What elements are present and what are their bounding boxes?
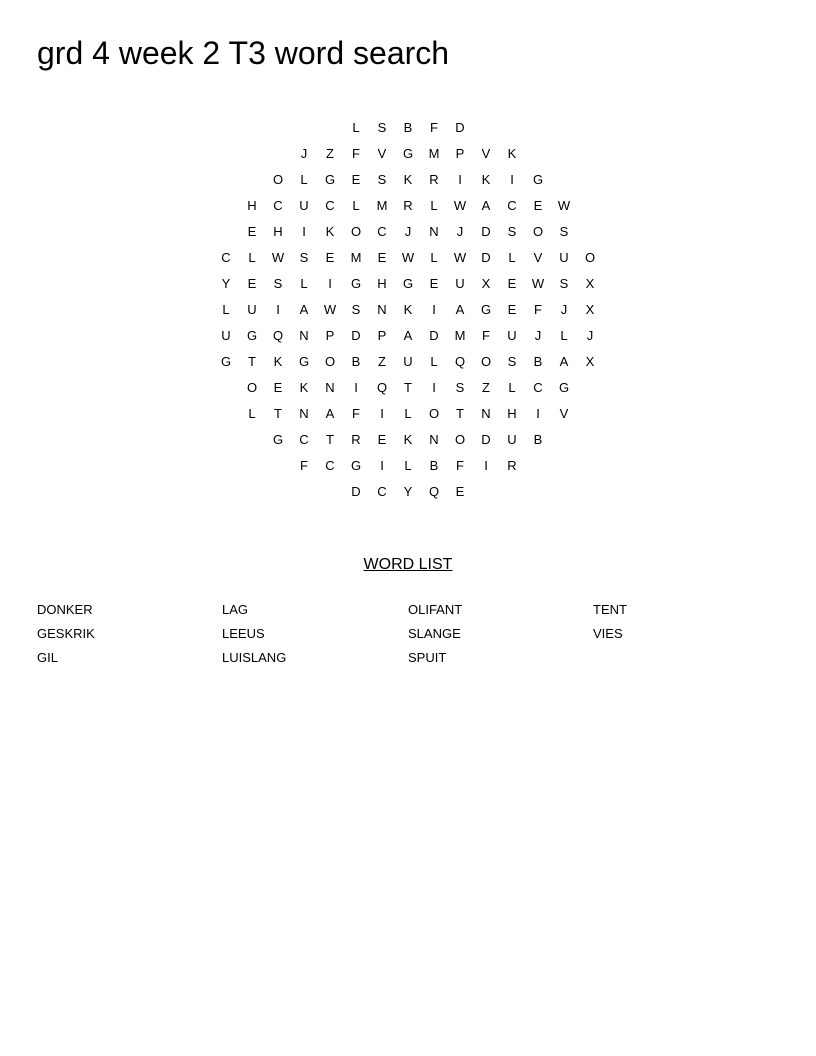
grid-letter: D <box>481 432 491 447</box>
grid-letter: G <box>350 276 362 291</box>
grid-letter: Q <box>454 354 466 369</box>
grid-letter: O <box>532 224 544 239</box>
grid-letter: L <box>300 276 308 291</box>
grid-letter: S <box>559 276 569 291</box>
grid-letter: N <box>299 328 309 343</box>
grid-letter: L <box>508 380 516 395</box>
grid-letter: A <box>325 406 335 421</box>
grid-letter: T <box>248 354 256 369</box>
grid-letter: R <box>403 198 413 213</box>
grid-letter: S <box>273 276 283 291</box>
grid-letter: U <box>299 198 309 213</box>
word-list-column <box>37 600 217 672</box>
grid-letter: H <box>247 198 257 213</box>
grid-letter: T <box>404 380 412 395</box>
grid-letter: A <box>299 302 309 317</box>
grid-letter: A <box>481 198 491 213</box>
grid-letter: K <box>481 172 491 187</box>
word-list-column <box>222 600 402 672</box>
grid-letter: G <box>558 380 570 395</box>
grid-letter: H <box>273 224 283 239</box>
grid-letter: K <box>299 380 309 395</box>
grid-letter: C <box>325 458 335 473</box>
grid-letter: C <box>325 198 335 213</box>
grid-letter: B <box>403 120 413 135</box>
grid-letter: T <box>274 406 282 421</box>
grid-letter: W <box>557 198 571 213</box>
grid-letter: O <box>454 432 466 447</box>
word-list-item: LUISLANG <box>222 650 287 665</box>
grid-letter: I <box>354 380 358 395</box>
grid-letter: W <box>401 250 415 265</box>
grid-letter: W <box>453 198 467 213</box>
grid-letter: L <box>352 198 360 213</box>
grid-letter: I <box>536 406 540 421</box>
grid-letter: V <box>481 146 491 161</box>
grid-letter: E <box>377 250 387 265</box>
grid-letter: T <box>456 406 464 421</box>
grid-letter: W <box>271 250 285 265</box>
grid-letter: U <box>221 328 231 343</box>
word-list-item: OLIFANT <box>408 602 463 617</box>
grid-letter: U <box>507 432 517 447</box>
grid-letter: J <box>534 328 542 343</box>
grid-letter: Y <box>403 484 413 499</box>
word-list-item: LEEUS <box>222 626 265 641</box>
grid-letter: S <box>507 354 517 369</box>
grid-letter: G <box>324 172 336 187</box>
grid-letter: V <box>377 146 387 161</box>
grid-letter: I <box>432 380 436 395</box>
grid-letter: L <box>430 354 438 369</box>
grid-letter: C <box>507 198 517 213</box>
grid-letter: Z <box>326 146 334 161</box>
grid-letter: L <box>404 458 412 473</box>
grid-letter: O <box>246 380 258 395</box>
grid-letter: P <box>455 146 465 161</box>
grid-letter: C <box>299 432 309 447</box>
grid-letter: G <box>480 302 492 317</box>
grid-letter: S <box>299 250 309 265</box>
grid-letter: I <box>380 406 384 421</box>
grid-letter: F <box>300 458 308 473</box>
grid-letter: L <box>430 198 438 213</box>
grid-letter: J <box>404 224 412 239</box>
grid-letter: Z <box>482 380 490 395</box>
grid-letter: J <box>560 302 568 317</box>
grid-letter: N <box>377 302 387 317</box>
grid-letter: B <box>533 354 543 369</box>
grid-letter: N <box>481 406 491 421</box>
grid-letter: Q <box>272 328 284 343</box>
grid-letter: R <box>351 432 361 447</box>
grid-letter: D <box>481 250 491 265</box>
grid-letter: X <box>585 354 595 369</box>
grid-letter: P <box>325 328 335 343</box>
grid-letter: I <box>432 302 436 317</box>
grid-letter: H <box>377 276 387 291</box>
grid-letter: B <box>533 432 543 447</box>
grid-letter: L <box>430 250 438 265</box>
grid-letter: W <box>323 302 337 317</box>
grid-letter: I <box>484 458 488 473</box>
grid-letter: G <box>402 276 414 291</box>
grid-letter: L <box>560 328 568 343</box>
grid-letter: K <box>507 146 517 161</box>
grid-letter: X <box>585 276 595 291</box>
grid-letter: U <box>455 276 465 291</box>
grid-letter: C <box>221 250 231 265</box>
grid-letter: Z <box>378 354 386 369</box>
grid-letter: S <box>455 380 465 395</box>
grid-letter: S <box>559 224 569 239</box>
grid-letter: F <box>352 406 360 421</box>
grid-letter: Q <box>376 380 388 395</box>
grid-letter: M <box>428 146 440 161</box>
grid-letter: E <box>325 250 335 265</box>
grid-letter: L <box>300 172 308 187</box>
grid-letter: O <box>428 406 440 421</box>
grid-letter: S <box>377 172 387 187</box>
grid-letter: J <box>586 328 594 343</box>
grid-letter: U <box>559 250 569 265</box>
word-list-item: SLANGE <box>408 626 461 641</box>
word-list-item: LAG <box>222 602 249 617</box>
grid-letter: S <box>377 120 387 135</box>
grid-letter: I <box>302 224 306 239</box>
grid-letter: V <box>533 250 543 265</box>
grid-letter: L <box>248 250 256 265</box>
grid-letter: E <box>247 224 257 239</box>
grid-letter: D <box>351 328 361 343</box>
grid-letter: F <box>456 458 464 473</box>
grid-letter: K <box>403 172 413 187</box>
grid-letter: I <box>380 458 384 473</box>
grid-letter: G <box>246 328 258 343</box>
grid-letter: E <box>429 276 439 291</box>
grid-letter: L <box>352 120 360 135</box>
grid-letter: C <box>377 224 387 239</box>
grid-letter: K <box>273 354 283 369</box>
grid-letter: I <box>328 276 332 291</box>
grid-letter: N <box>429 224 439 239</box>
grid-letter: K <box>403 302 413 317</box>
word-list-item: VIES <box>593 626 623 641</box>
grid-letter: X <box>481 276 491 291</box>
grid-letter: M <box>350 250 362 265</box>
grid-letter: U <box>403 354 413 369</box>
grid-letter: F <box>534 302 542 317</box>
grid-letter: I <box>276 302 280 317</box>
grid-letter: Q <box>428 484 440 499</box>
grid-letter: L <box>222 302 230 317</box>
grid-letter: B <box>351 354 361 369</box>
grid-letter: C <box>533 380 543 395</box>
grid-letter: C <box>377 484 387 499</box>
grid-letter: E <box>455 484 465 499</box>
grid-letter: A <box>455 302 465 317</box>
grid-letter: O <box>324 354 336 369</box>
grid-letter: G <box>402 146 414 161</box>
grid-letter: N <box>299 406 309 421</box>
grid-letter: G <box>272 432 284 447</box>
grid-letter: K <box>325 224 335 239</box>
grid-letter: T <box>326 432 334 447</box>
grid-letter: A <box>403 328 413 343</box>
word-list-heading: WORD LIST <box>363 556 453 573</box>
grid-letter: N <box>429 432 439 447</box>
grid-letter: D <box>351 484 361 499</box>
grid-letter: E <box>533 198 543 213</box>
grid-letter: P <box>377 328 387 343</box>
grid-letter: N <box>325 380 335 395</box>
grid-letter: I <box>458 172 462 187</box>
grid-letter: J <box>456 224 464 239</box>
grid-letter: I <box>510 172 514 187</box>
grid-letter: E <box>273 380 283 395</box>
grid-letter: X <box>585 302 595 317</box>
word-list-column <box>408 600 588 672</box>
grid-letter: R <box>507 458 517 473</box>
word-list-item: SPUIT <box>408 650 447 665</box>
grid-letter: A <box>559 354 569 369</box>
grid-letter: O <box>480 354 492 369</box>
grid-letter: E <box>507 302 517 317</box>
grid-letter: F <box>482 328 490 343</box>
grid-letter: E <box>377 432 387 447</box>
grid-letter: E <box>351 172 361 187</box>
grid-letter: D <box>481 224 491 239</box>
word-search-grid <box>0 0 816 520</box>
grid-letter: V <box>559 406 569 421</box>
grid-letter: L <box>404 406 412 421</box>
grid-letter: D <box>455 120 465 135</box>
word-list-item: GIL <box>37 650 58 665</box>
grid-letter: W <box>531 276 545 291</box>
page-title: grd 4 week 2 T3 word search <box>37 35 450 71</box>
grid-letter: J <box>300 146 308 161</box>
grid-letter: O <box>584 250 596 265</box>
grid-letter: K <box>403 432 413 447</box>
grid-letter: B <box>429 458 439 473</box>
grid-letter: U <box>247 302 257 317</box>
grid-letter: C <box>273 198 283 213</box>
grid-letter: U <box>507 328 517 343</box>
grid-letter: Y <box>221 276 231 291</box>
grid-letter: L <box>248 406 256 421</box>
grid-letter: R <box>429 172 439 187</box>
grid-letter: M <box>376 198 388 213</box>
grid-letter: G <box>298 354 310 369</box>
grid-letter: H <box>507 406 517 421</box>
grid-letter: S <box>507 224 517 239</box>
grid-letter: M <box>454 328 466 343</box>
word-list-item: DONKER <box>37 602 93 617</box>
grid-letter: E <box>247 276 257 291</box>
grid-letter: S <box>351 302 361 317</box>
grid-letter: E <box>507 276 517 291</box>
grid-letter: O <box>272 172 284 187</box>
word-list-item: GESKRIK <box>37 626 95 641</box>
grid-letter: O <box>350 224 362 239</box>
grid-letter: L <box>508 250 516 265</box>
grid-letter: D <box>429 328 439 343</box>
grid-letter: F <box>430 120 438 135</box>
grid-letter: G <box>350 458 362 473</box>
grid-letter: G <box>220 354 232 369</box>
word-list-item: TENT <box>593 602 627 617</box>
word-list-column <box>593 600 773 648</box>
grid-letter: W <box>453 250 467 265</box>
grid-letter: F <box>352 146 360 161</box>
grid-letter: G <box>532 172 544 187</box>
